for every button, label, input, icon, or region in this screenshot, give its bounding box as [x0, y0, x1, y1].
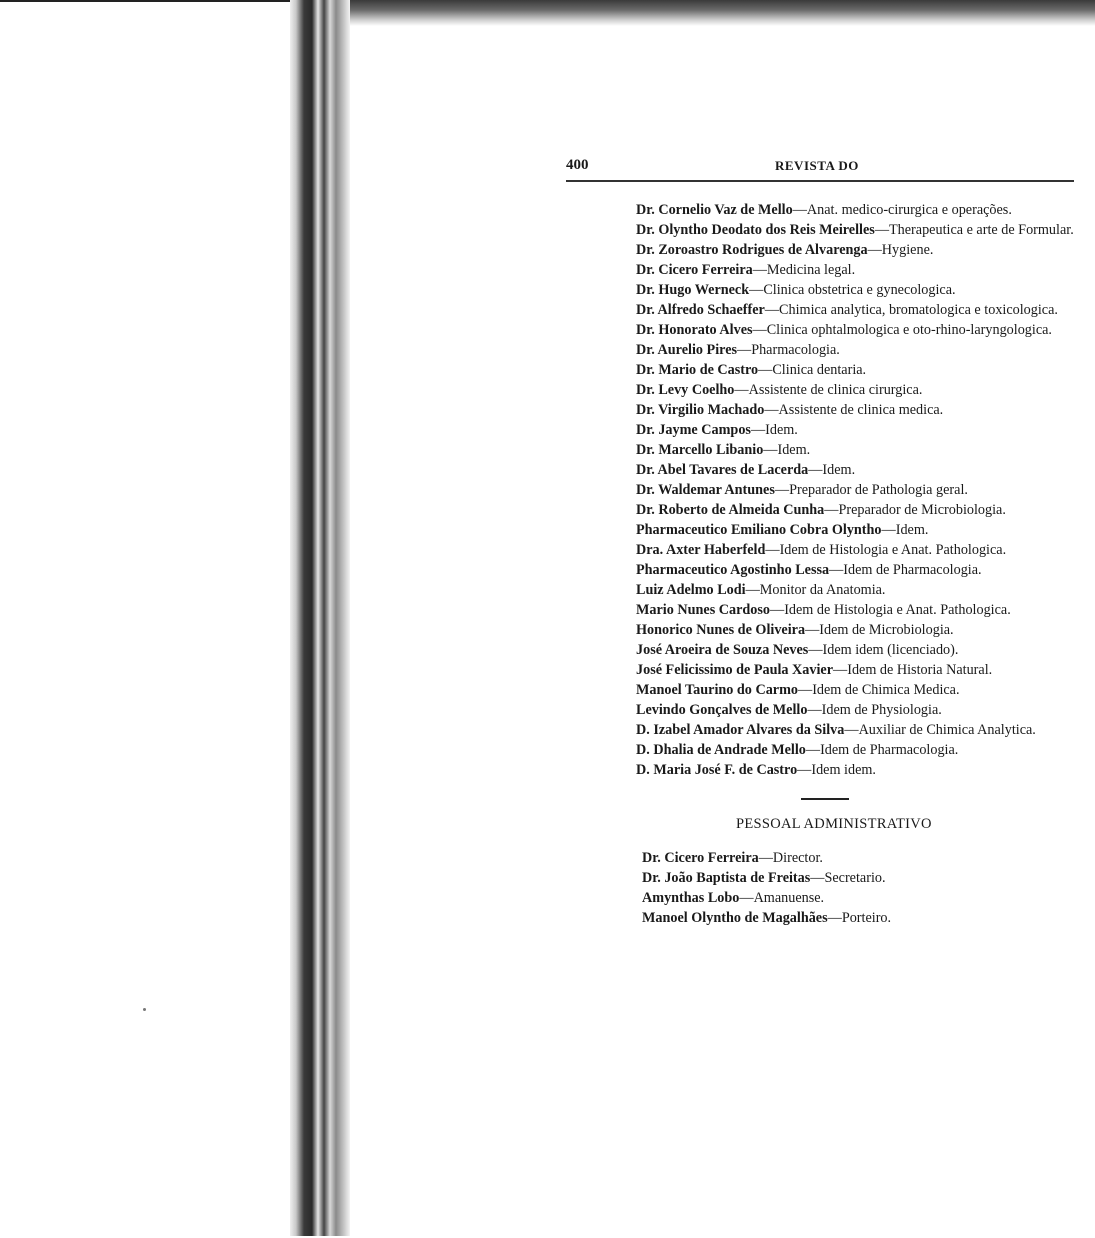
list-item — [606, 360, 1078, 380]
list-item — [606, 740, 1078, 760]
entry-role: —Idem. — [750, 422, 798, 438]
list-item — [606, 220, 1078, 240]
entry-role: —Amanuense. — [739, 890, 825, 906]
list-item — [606, 240, 1078, 260]
entry-role: —Idem de Histologia e Anat. Pathologica. — [765, 542, 1007, 558]
list-item — [606, 760, 1078, 780]
list-item — [606, 600, 1078, 620]
entry-role: —Medicina legal. — [752, 262, 856, 278]
entry-role: —Idem. — [808, 462, 856, 478]
entry-role: —Chimica analytica, bromatologica e toxicologica. — [764, 302, 1058, 318]
entry-name: D. Dhalia de Andrade Mello — [636, 742, 806, 758]
entry-name: Dr. Cicero Ferreira — [642, 850, 759, 866]
list-item — [606, 280, 1078, 300]
list-item — [606, 260, 1078, 280]
section-divider — [801, 798, 849, 800]
entry-name: Manoel Taurino do Carmo — [636, 682, 798, 698]
entry-role: —Idem de Microbiologia. — [805, 622, 954, 638]
list-item — [606, 640, 1078, 660]
entry-name: Mario Nunes Cardoso — [636, 602, 770, 618]
entry-name: Pharmaceutico Agostinho Lessa — [636, 562, 830, 578]
entry-name: D. Izabel Amador Alvares da Silva — [636, 722, 845, 738]
list-item — [606, 848, 1078, 868]
entry-role: —Clinica ophtalmologica e oto-rhino-laryngologica. — [752, 322, 1052, 338]
entry-name: Dr. Alfredo Schaeffer — [636, 302, 765, 318]
list-item — [606, 420, 1078, 440]
entry-role: —Therapeutica e arte de Formular. — [874, 222, 1074, 238]
list-item — [606, 908, 1078, 928]
entry-role: —Pharmacologia. — [737, 342, 840, 358]
entry-role: —Anat. medico-cirurgica e operações. — [792, 202, 1012, 218]
entry-role: —Idem de Histologia e Anat. Pathologica. — [770, 602, 1011, 618]
entry-name: D. Maria José F. de Castro — [636, 762, 798, 778]
entry-role: —Director. — [758, 850, 823, 866]
entry-name: Dr. João Baptista de Freitas — [642, 870, 811, 886]
entry-name: Dr. Virgilio Machado — [636, 402, 765, 418]
list-item — [606, 520, 1078, 540]
entry-name: Dr. Mario de Castro — [636, 362, 759, 378]
entry-name: Dr. Honorato Alves — [636, 322, 753, 338]
entry-role: —Assistente de clinica medica. — [764, 402, 944, 418]
entry-name: Dr. Waldemar Antunes — [636, 482, 775, 498]
page-number: 400 — [566, 157, 589, 173]
entry-name: Dr. Hugo Werneck — [636, 282, 750, 298]
list-item — [606, 400, 1078, 420]
entry-role: —Idem. — [881, 522, 929, 538]
entry-role: —Porteiro. — [827, 910, 892, 926]
list-item — [606, 700, 1078, 720]
entry-role: —Monitor da Anatomia. — [745, 582, 886, 598]
entry-role: —Clinica dentaria. — [758, 362, 867, 378]
entry-name: Dr. Aurelio Pires — [636, 342, 738, 358]
entry-role: —Preparador de Microbiologia. — [824, 502, 1006, 518]
scan-speck — [143, 1008, 146, 1011]
entry-name: Dra. Axter Haberfeld — [636, 542, 766, 558]
list-item — [606, 300, 1078, 320]
list-item — [606, 500, 1078, 520]
list-item — [606, 868, 1078, 888]
entry-name: Dr. Zoroastro Rodrigues de Alvarenga — [636, 242, 868, 258]
entry-name: José Felicissimo de Paula Xavier — [636, 662, 834, 678]
list-item — [606, 580, 1078, 600]
running-head: REVISTA DO — [775, 158, 859, 173]
entry-role: —Clinica obstetrica e gynecologica. — [749, 282, 956, 298]
list-item — [606, 320, 1078, 340]
scan-top-shadow — [350, 0, 1095, 26]
entry-name: Pharmaceutico Emiliano Cobra Olyntho — [636, 522, 882, 538]
faculty-list — [606, 200, 1078, 780]
entry-name: Dr. Jayme Campos — [636, 422, 751, 438]
entry-role: —Hygiene. — [867, 242, 934, 258]
entry-role: —Idem de Pharmacologia. — [829, 562, 982, 578]
entry-name: Dr. Levy Coelho — [636, 382, 735, 398]
entry-role: —Idem idem. — [797, 762, 876, 778]
list-item — [606, 200, 1078, 220]
list-item — [606, 340, 1078, 360]
list-item — [606, 480, 1078, 500]
list-item — [606, 460, 1078, 480]
entry-role: —Preparador de Pathologia geral. — [774, 482, 968, 498]
entry-name: Dr. Roberto de Almeida Cunha — [636, 502, 825, 518]
text-block — [606, 200, 1078, 928]
entry-role: —Idem de Pharmacologia. — [805, 742, 959, 758]
entry-name: José Aroeira de Souza Neves — [636, 642, 809, 658]
entry-name: Levindo Gonçalves de Mello — [636, 702, 808, 718]
list-item — [606, 620, 1078, 640]
entry-name: Dr. Cicero Ferreira — [636, 262, 753, 278]
entry-name: Amynthas Lobo — [642, 890, 740, 906]
entry-name: Dr. Cornelio Vaz de Mello — [636, 202, 793, 218]
list-item — [606, 440, 1078, 460]
list-item — [606, 560, 1078, 580]
entry-role: —Idem de Historia Natural. — [833, 662, 993, 678]
section-title: PESSOAL ADMINISTRATIVO — [736, 816, 932, 832]
left-page-margin — [0, 0, 290, 1238]
list-item — [606, 540, 1078, 560]
entry-name: Luiz Adelmo Lodi — [636, 582, 746, 598]
list-item — [606, 660, 1078, 680]
entry-name: Dr. Abel Tavares de Lacerda — [636, 462, 809, 478]
list-item — [606, 680, 1078, 700]
entry-name: Honorico Nunes de Oliveira — [636, 622, 806, 638]
entry-role: —Idem. — [763, 442, 811, 458]
entry-name: Dr. Marcello Libanio — [636, 442, 764, 458]
entry-name: Dr. Olyntho Deodato dos Reis Meirelles — [636, 222, 875, 238]
admin-staff-list — [606, 848, 1078, 928]
header-rule — [566, 180, 1074, 182]
entry-role: —Idem de Physiologia. — [807, 702, 942, 718]
list-item — [606, 380, 1078, 400]
entry-role: —Idem idem (licenciado). — [808, 642, 959, 658]
list-item — [606, 888, 1078, 908]
entry-role: —Assistente de clinica cirurgica. — [734, 382, 923, 398]
entry-role: —Idem de Chimica Medica. — [798, 682, 960, 698]
list-item — [606, 720, 1078, 740]
book-gutter — [290, 0, 350, 1236]
entry-name: Manoel Olyntho de Magalhães — [642, 910, 828, 926]
entry-role: —Auxiliar de Chimica Analytica. — [844, 722, 1036, 738]
entry-role: —Secretario. — [810, 870, 886, 886]
